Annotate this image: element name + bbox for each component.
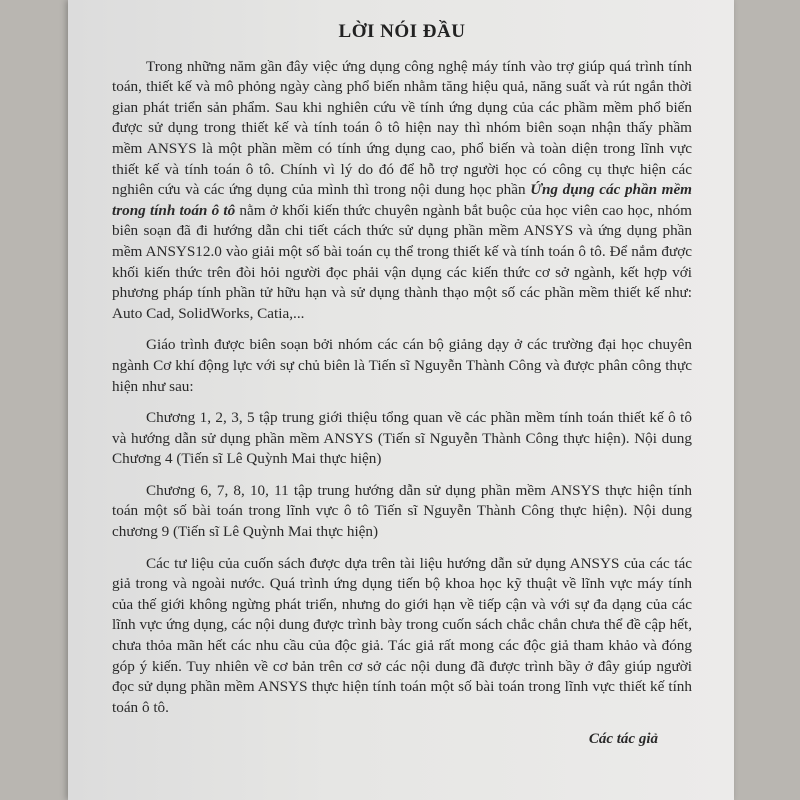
paragraph-authors: Giáo trình được biên soạn bởi nhóm các cán bộ giảng dạy ở các trường đại học chuyên ngành Cơ khí động lực với sự chủ biên là Tiến sĩ Nguyễn Thành Công và được phân công thực hiện như sau: [112,336,692,395]
signature: Các tác giả [588,731,658,748]
page-content [112,22,692,750]
paragraph-intro-text-2: nằm ở khối kiến thức chuyên ngành bắt buộc của học viên cao học, nhóm biên soạn đã đi hướng dẫn chi tiết cách thức sử dụng phần mềm ANSYS và ứng dụng phần mềm ANSYS12.0 vào giải một số bài toán cụ thể trong thiết kế và tính toán ô tô. Để nắm được khối kiến thức trên đòi hỏi người đọc phải vận dụng các kiến thức cơ sở ngành, kết hợp với phương pháp tính phần tử hữu hạn và sử dụng thành thạo một số các phần mềm thiết kế như: Auto Cad, SolidWorks, Catia,... [112,201,692,322]
paragraph-chapters-2: Chương 6, 7, 8, 10, 11 tập trung hướng dẫn sử dụng phần mềm ANSYS thực hiện tính toán một số bài toán trong lĩnh vực ô tô Tiến sĩ Nguyễn Thành Công thực hiện). Nội dung chương 9 (Tiến sĩ Lê Quỳnh Mai thực hiện) [112,481,692,541]
book-page [68,0,734,800]
paragraph-chapters-1: Chương 1, 2, 3, 5 tập trung giới thiệu tổng quan về các phần mềm tính toán thiết kế ô tô và hướng dẫn sử dụng phần mềm ANSYS (Tiến sĩ Nguyễn Thành Công thực hiện). Nội dung Chương 4 (Tiến sĩ Lê Quỳnh Mai thực hiện) [112,409,692,468]
course-name-emphasis: Ứng dụng các phần mềm trong tính toán ô tô [112,181,692,219]
paragraph-closing: Các tư liệu của cuốn sách được dựa trên tài liệu hướng dẫn sử dụng ANSYS của các tác giả trong và ngoài nước. Quá trình ứng dụng tiến bộ khoa học kỹ thuật về lĩnh vực máy tính của thế giới không ngừng phát triển, nhưng do giới hạn về tiếp cận và với sự đa dạng của các lĩnh vực ứng dụng, các nội dung được trình bày trong cuốn sách chắc chắn chưa thể đề cập hết, chưa thỏa mãn hết các nhu cầu của độc giả. Tác giả rất mong các độc giả tham khảo và đóng góp ý kiến. Tuy nhiên về cơ bản trên cơ sở các nội dung đã được trình bầy ở đây giúp người đọc sử dụng phần mềm ANSYS thực hiện tính toán một số bài toán trong lĩnh vực thiết kế tính toán ô tô. [112,554,692,716]
paragraph-intro [112,57,692,325]
page-title: LỜI NÓI ĐẦU [338,21,466,42]
paragraph-intro-text-1: Trong những năm gần đây việc ứng dụng công nghệ máy tính vào trợ giúp quá trình tính toán, thiết kế và mô phỏng ngày càng phổ biến nhằm tăng hiệu quả, năng suất và rút ngắn thời gian phát triển sản phẩm. Sau khi nghiên cứu về tính ứng dụng của các phầm mềm phổ biến được sử dụng trong thiết kế và tính toán ô tô hiện nay thì nhóm biên soạn nhận thấy phầm mềm ANSYS là một phần mềm có tính ứng dụng cao, phổ biến và toàn diện trong lĩnh vực thiết kế và tính toán ô tô. Chính vì lý do đó để hỗ trợ người học có công cụ thực hiện các nghiên cứu và các ứng dụng của mình thì trong nội dung học phần [112,57,692,199]
